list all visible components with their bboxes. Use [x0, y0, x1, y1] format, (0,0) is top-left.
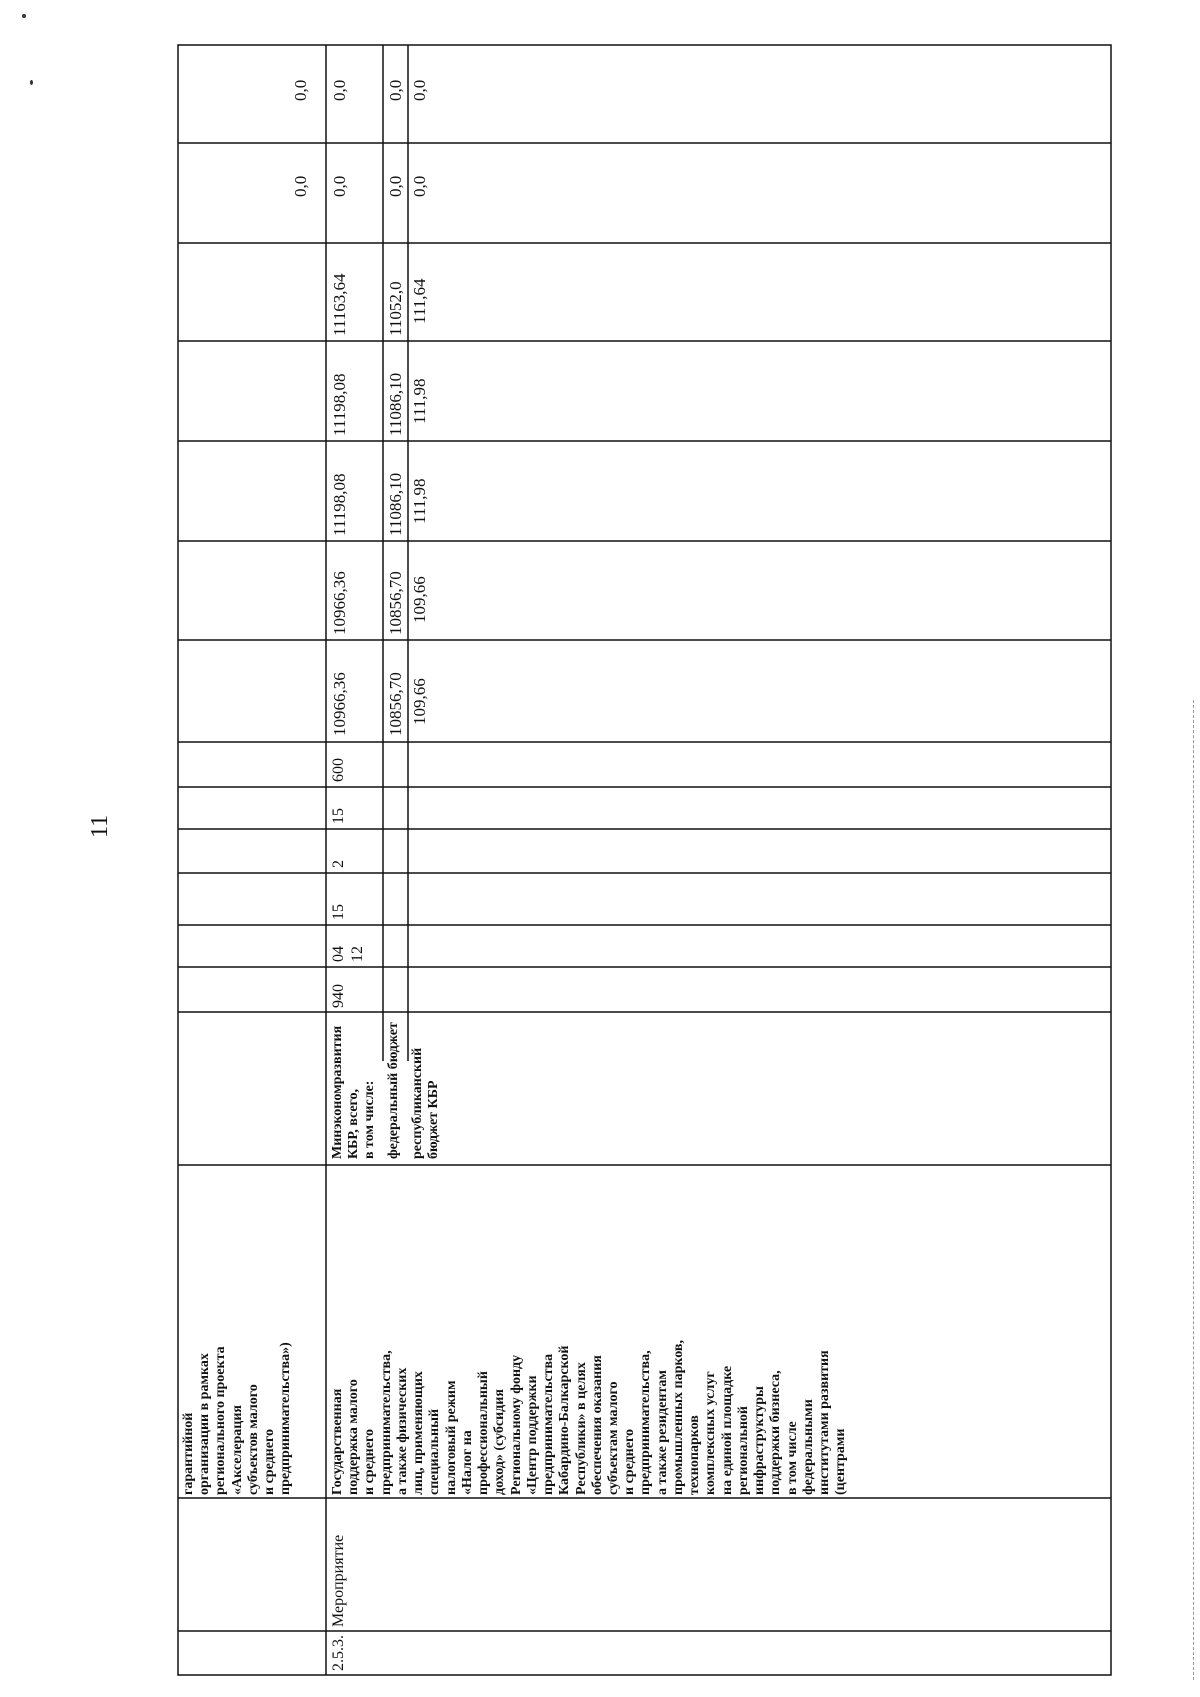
- value-cell: 111,98: [410, 478, 429, 524]
- value-cell: 10856,70: [386, 571, 405, 635]
- value-cell: 109,66: [410, 678, 429, 725]
- value-cell: 11052,0: [386, 281, 405, 336]
- scan-edge: [1193, 700, 1194, 1680]
- scan-dot: [30, 80, 33, 85]
- value-cell: 10966,36: [330, 571, 349, 635]
- value-cell: 10856,70: [386, 672, 405, 736]
- value-cell: 111,64: [410, 278, 429, 324]
- value-cell: 11198,08: [330, 473, 349, 536]
- executor-cell: Минэкономразвития КБР, всего, в том числе:: [330, 1025, 378, 1159]
- code-cs-c: 15: [330, 808, 347, 824]
- prev-row-value: 0,0: [291, 175, 310, 197]
- prev-row-name: гарантийной организации в рамках регионального проекта «Акселерация субъектов малого и среднего предпринимательства»): [181, 1342, 294, 1495]
- row-type: Мероприятие: [330, 1534, 347, 1627]
- prev-row-value: 0,0: [291, 79, 310, 101]
- value-cell: 11086,10: [386, 472, 405, 536]
- value-cell: 109,66: [410, 576, 429, 623]
- row-code: 2.5.3.: [330, 1635, 347, 1671]
- value-cell: 0,0: [386, 79, 405, 101]
- value-cell: 11163,64: [330, 273, 349, 336]
- code-cs-b: 2: [330, 860, 347, 868]
- value-cell: 10966,36: [330, 672, 349, 736]
- code-vr: 600: [330, 758, 347, 782]
- value-cell: 11198,08: [330, 373, 349, 436]
- value-cell: 0,0: [410, 79, 429, 101]
- value-cell: 11086,10: [386, 372, 405, 436]
- value-cell: 111,98: [410, 378, 429, 424]
- rep-budget-label: республиканский бюджет КБР: [410, 1047, 442, 1159]
- row-name: Государственная поддержка малого и среднего предпринимательства, а также физических лиц, применяющих специальный налоговый режим «Налог на профессиональный доход» (субсидия Региональному фонду «Центр поддержки предпринимательства Кабардино-Балкарской Республики» в целях обеспечения оказания субъектам малого и среднего предпринимательства, а также резидентам промышленных парков, технопарков комплексных услуг на единой площадке региональной инфраструктуры поддержки бизнеса, в том числе федеральными институтами развития (центрами: [330, 1340, 849, 1495]
- code-rz-pr: 04 12: [330, 946, 366, 962]
- budget-table: [178, 45, 1111, 1675]
- fed-budget-label: федеральный бюджет: [386, 1022, 401, 1159]
- value-cell: 0,0: [330, 175, 349, 197]
- page-number: 11: [87, 814, 113, 838]
- code-cs-a: 15: [330, 904, 347, 920]
- code-grbs: 940: [330, 984, 347, 1008]
- scan-dot: [22, 14, 26, 18]
- value-cell: 0,0: [386, 175, 405, 197]
- value-cell: 0,0: [410, 175, 429, 197]
- value-cell: 0,0: [330, 79, 349, 101]
